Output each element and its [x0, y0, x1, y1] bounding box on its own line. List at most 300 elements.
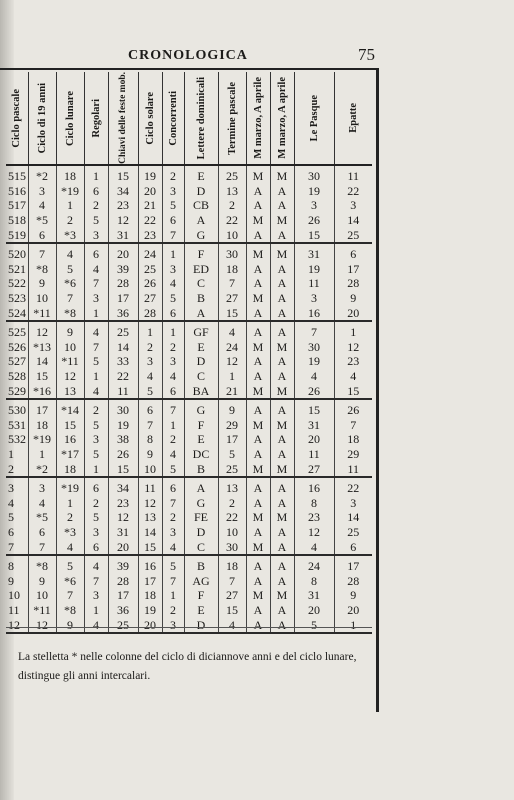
table-cell: 13	[138, 510, 162, 525]
table-cell: A	[270, 495, 294, 510]
table-cell: 524	[8, 305, 26, 320]
table-cell: A	[246, 276, 270, 291]
table-cell: *11	[28, 603, 56, 618]
table-cell: *8	[56, 305, 84, 321]
table-cell: B	[184, 461, 218, 477]
table-cell: 25	[108, 617, 138, 633]
table-cell: 12	[294, 525, 334, 540]
table-cell: 4	[28, 495, 56, 510]
table-cell: 3	[84, 227, 108, 243]
table-cell: 4	[138, 369, 162, 384]
table-cell: 3	[84, 588, 108, 603]
table-cell: 3	[294, 198, 334, 213]
table-cell: 30	[294, 165, 334, 184]
table-cell: *3	[56, 525, 84, 540]
table-cell: 6	[28, 525, 56, 540]
table-cell: 12	[28, 617, 56, 633]
table-cell: A	[270, 227, 294, 243]
table-cell: 11	[294, 276, 334, 291]
table-cell: 12	[56, 369, 84, 384]
table-cell: 8	[138, 432, 162, 447]
table-cell: 18	[218, 262, 246, 277]
table-cell: 17	[138, 573, 162, 588]
table-cell: 30	[218, 243, 246, 262]
table-cell: 2	[6, 461, 28, 477]
table-cell: 7	[28, 243, 56, 262]
table-cell: 12	[6, 617, 28, 633]
table-cell: E	[184, 432, 218, 447]
table-cell: 8	[294, 573, 334, 588]
table-cell: *8	[28, 262, 56, 277]
table-cell: 7	[84, 340, 108, 355]
page-header	[0, 45, 514, 68]
table-cell: 3	[28, 184, 56, 199]
table-cell: 1	[56, 198, 84, 213]
table-cell: M	[246, 539, 270, 555]
table-cell: *11	[28, 305, 56, 321]
table-row	[6, 510, 372, 525]
table-row	[6, 477, 372, 496]
table-cell: 20	[138, 617, 162, 633]
table-cell: 4	[294, 369, 334, 384]
table-cell: A	[270, 555, 294, 574]
table-cell: 4	[56, 243, 84, 262]
table-cell: 2	[84, 399, 108, 418]
table-cell: 7	[84, 276, 108, 291]
table-cell: A	[270, 447, 294, 462]
table-cell: *8	[56, 603, 84, 618]
table-cell: 26	[138, 276, 162, 291]
table-cell: 4	[162, 447, 184, 462]
table-cell: *19	[56, 477, 84, 496]
table-cell: 3	[334, 198, 372, 213]
table-cell: 18	[334, 432, 372, 447]
table-cell: 15	[218, 603, 246, 618]
table-cell: 17	[28, 399, 56, 418]
table-cell: 5	[56, 262, 84, 277]
table-cell: 5	[294, 617, 334, 633]
table-cell: 28	[334, 573, 372, 588]
table-cell: 18	[218, 555, 246, 574]
table-cell: 527	[8, 354, 26, 369]
table-cell: 20	[138, 184, 162, 199]
table-cell: F	[184, 418, 218, 433]
table-cell: A	[270, 617, 294, 633]
table-cell: 2	[84, 198, 108, 213]
table-cell: 15	[218, 305, 246, 321]
table-cell: 5	[84, 510, 108, 525]
table-cell: 18	[56, 461, 84, 477]
table-cell: A	[246, 305, 270, 321]
table-cell: 11	[138, 477, 162, 496]
table-cell: 15	[138, 539, 162, 555]
table-row	[6, 369, 372, 384]
table-cell: A	[246, 354, 270, 369]
table-cell: 7	[56, 291, 84, 306]
table-cell: 15	[334, 383, 372, 399]
table-cell: G	[184, 399, 218, 418]
table-cell: 15	[108, 461, 138, 477]
table-row	[6, 383, 372, 399]
table-cell: 25	[334, 525, 372, 540]
table-cell: 1	[162, 243, 184, 262]
table-cell: 1	[84, 305, 108, 321]
table-cell: 9	[8, 573, 14, 588]
table-row	[6, 184, 372, 199]
table-cell: 16	[294, 477, 334, 496]
table-cell: 1	[8, 446, 14, 461]
table-cell: 4	[84, 383, 108, 399]
table-cell: *14	[56, 399, 84, 418]
table-cell: 4	[84, 617, 108, 633]
table-cell: 2	[162, 432, 184, 447]
table-cell: 6	[84, 243, 108, 262]
table-cell: 516	[8, 183, 26, 198]
table-row	[6, 573, 372, 588]
table-cell: 10	[28, 588, 56, 603]
table-cell: A	[184, 477, 218, 496]
table-cell: 34	[108, 477, 138, 496]
table-cell: CB	[184, 198, 218, 213]
table-cell: 525	[8, 325, 26, 340]
table-cell: M	[246, 243, 270, 262]
table-row	[6, 461, 372, 477]
col-header: Ciclo pascale	[6, 72, 28, 165]
table-cell: 25	[108, 321, 138, 340]
table-cell: 20	[334, 305, 372, 321]
col-header: Ciclo di 19 anni	[28, 72, 56, 165]
table-cell: 7	[56, 588, 84, 603]
table-cell: 28	[108, 573, 138, 588]
col-header: Ciclo lunare	[56, 72, 84, 165]
table-cell: 4	[162, 276, 184, 291]
table-cell: *16	[28, 383, 56, 399]
table-cell: 3	[84, 432, 108, 447]
table-cell: 20	[108, 539, 138, 555]
table-cell: 24	[218, 340, 246, 355]
table-cell: 9	[28, 573, 56, 588]
table-cell: M	[246, 165, 270, 184]
table-cell: 7	[294, 321, 334, 340]
table-cell: 5	[84, 447, 108, 462]
running-title: CRONOLOGICA	[128, 48, 248, 63]
table-cell: M	[246, 510, 270, 525]
table-cell: 14	[334, 213, 372, 228]
table-cell: 14	[334, 510, 372, 525]
table-cell: 3	[84, 291, 108, 306]
table-cell: 20	[334, 603, 372, 618]
table-cell: 9	[334, 291, 372, 306]
table-cell: M	[246, 213, 270, 228]
table-row	[6, 588, 372, 603]
table-cell: B	[184, 555, 218, 574]
table-cell: 3	[334, 495, 372, 510]
table-cell: 6	[28, 227, 56, 243]
table-cell: A	[270, 198, 294, 213]
table-cell: E	[184, 603, 218, 618]
table-cell: 4	[334, 369, 372, 384]
table-cell: E	[184, 165, 218, 184]
table-cell: A	[184, 213, 218, 228]
table-cell: A	[246, 399, 270, 418]
table-cell: 5	[162, 555, 184, 574]
table-cell: 6	[334, 243, 372, 262]
table-cell: M	[270, 588, 294, 603]
table-cell: 1	[28, 447, 56, 462]
table-cell: D	[184, 354, 218, 369]
table-cell: 4	[218, 321, 246, 340]
table-cell: 12	[108, 213, 138, 228]
table-cell: 7	[162, 495, 184, 510]
table-cell: 4	[28, 198, 56, 213]
table-cell: M	[270, 213, 294, 228]
table-cell: AG	[184, 573, 218, 588]
table-body	[6, 165, 372, 633]
table-cell: 17	[334, 555, 372, 574]
footnote-divider	[6, 627, 372, 628]
table-cell: 12	[334, 340, 372, 355]
table-cell: 28	[138, 305, 162, 321]
table-cell: 7	[84, 573, 108, 588]
page-number: 75	[358, 45, 375, 64]
table-cell: 8	[8, 559, 14, 574]
table-cell: 31	[108, 227, 138, 243]
table-row	[6, 305, 372, 321]
table-cell: 11	[294, 447, 334, 462]
table-cell: M	[270, 418, 294, 433]
table-row	[6, 243, 372, 262]
col-header: Regolari	[84, 72, 108, 165]
table-cell: *2	[28, 461, 56, 477]
table-cell: A	[270, 321, 294, 340]
table-cell: 2	[138, 340, 162, 355]
table-cell: 25	[138, 262, 162, 277]
table-cell: 1	[138, 321, 162, 340]
table-cell: 22	[218, 213, 246, 228]
table-cell: D	[184, 525, 218, 540]
table-row	[6, 262, 372, 277]
table-cell: A	[270, 477, 294, 496]
table-cell: A	[246, 555, 270, 574]
table-cell: 29	[334, 447, 372, 462]
table-cell: 27	[294, 461, 334, 477]
table-cell: F	[184, 243, 218, 262]
table-cell: FE	[184, 510, 218, 525]
table-cell: 22	[334, 184, 372, 199]
table-cell: 4	[84, 321, 108, 340]
table-cell: 5	[162, 198, 184, 213]
table-cell: 523	[8, 291, 26, 306]
table-cell: 20	[294, 432, 334, 447]
table-cell: 4	[56, 539, 84, 555]
table-row	[6, 418, 372, 433]
table-cell: 28	[334, 276, 372, 291]
table-cell: 31	[108, 525, 138, 540]
table-cell: 528	[8, 369, 26, 384]
table-cell: 11	[334, 461, 372, 477]
table-cell: 11	[334, 165, 372, 184]
table-cell: 5	[84, 213, 108, 228]
table-cell: A	[246, 525, 270, 540]
table-cell: *3	[56, 227, 84, 243]
table-cell: 38	[108, 432, 138, 447]
col-header: Le Pasque	[294, 72, 334, 165]
table-cell: 7	[162, 399, 184, 418]
table-cell: 26	[294, 383, 334, 399]
table-cell: 36	[108, 305, 138, 321]
table-cell: 1	[334, 321, 372, 340]
chronological-table	[6, 72, 372, 634]
table-cell: 5	[8, 510, 14, 525]
table-cell: 22	[108, 369, 138, 384]
table-cell: 39	[108, 262, 138, 277]
table-cell: 12	[138, 495, 162, 510]
table-cell: 2	[56, 213, 84, 228]
table-cell: 4	[8, 495, 14, 510]
table-cell: A	[246, 573, 270, 588]
table-cell: 17	[218, 432, 246, 447]
table-cell: 10	[8, 588, 20, 603]
table-cell: 530	[8, 403, 26, 418]
table-cell: 31	[294, 243, 334, 262]
col-header: Chiavi delle feste mob.	[108, 72, 138, 165]
table-cell: A	[270, 305, 294, 321]
table-cell: 517	[8, 198, 26, 213]
table-cell: A	[270, 276, 294, 291]
table-cell: 6	[162, 213, 184, 228]
table-cell: 531	[8, 417, 26, 432]
table-cell: M	[246, 461, 270, 477]
table-cell: M	[246, 340, 270, 355]
table-cell: 8	[294, 495, 334, 510]
table-cell: M	[246, 383, 270, 399]
table-cell: 12	[218, 354, 246, 369]
table-row	[6, 555, 372, 574]
table-cell: 13	[218, 184, 246, 199]
table-cell: 6	[162, 477, 184, 496]
table-cell: 15	[108, 165, 138, 184]
table-cell: *19	[28, 432, 56, 447]
table-cell: 18	[28, 418, 56, 433]
col-header: Epatte	[334, 72, 372, 165]
table-cell: M	[246, 418, 270, 433]
table-cell: 20	[294, 603, 334, 618]
table-cell: 17	[108, 291, 138, 306]
table-cell: 7	[138, 418, 162, 433]
table-cell: 522	[8, 276, 26, 291]
table-cell: 6	[162, 383, 184, 399]
table-cell: G	[184, 495, 218, 510]
table-cell: 19	[138, 603, 162, 618]
table-cell: 7	[28, 539, 56, 555]
table-cell: 1	[162, 418, 184, 433]
table-cell: 18	[138, 588, 162, 603]
table-cell: 30	[294, 340, 334, 355]
table-cell: 26	[108, 447, 138, 462]
table-cell: 19	[294, 184, 334, 199]
table-cell: 4	[162, 539, 184, 555]
table-cell: 519	[8, 227, 26, 242]
table-cell: D	[184, 184, 218, 199]
table-cell: A	[246, 369, 270, 384]
col-header: Concorrenti	[162, 72, 184, 165]
table-cell: 26	[294, 213, 334, 228]
table-cell: 12	[108, 510, 138, 525]
table-row	[6, 165, 372, 184]
table-cell: 34	[108, 184, 138, 199]
table-cell: 16	[294, 305, 334, 321]
table-cell: 2	[218, 495, 246, 510]
table-cell: 7	[334, 418, 372, 433]
table-row	[6, 525, 372, 540]
table-cell: 3	[162, 262, 184, 277]
table-cell: A	[270, 573, 294, 588]
table-cell: 10	[218, 227, 246, 243]
table-cell: 19	[294, 262, 334, 277]
table-cell: 24	[294, 555, 334, 574]
table-cell: C	[184, 276, 218, 291]
table-cell: 11	[108, 383, 138, 399]
table-cell: 6	[84, 539, 108, 555]
table-cell: 27	[138, 291, 162, 306]
table-cell: 4	[218, 617, 246, 633]
table-cell: 15	[294, 399, 334, 418]
table-cell: 3	[28, 477, 56, 496]
table-cell: 19	[294, 354, 334, 369]
table-row	[6, 321, 372, 340]
table-cell: A	[246, 227, 270, 243]
table-cell: 15	[294, 227, 334, 243]
table-cell: 10	[218, 525, 246, 540]
table-cell: 1	[162, 588, 184, 603]
table-cell: 521	[8, 261, 26, 276]
table-cell: M	[270, 243, 294, 262]
table-cell: 9	[138, 447, 162, 462]
table-cell: *6	[56, 573, 84, 588]
header-row	[6, 72, 372, 165]
table-cell: 520	[8, 247, 26, 262]
table-cell: 9	[56, 617, 84, 633]
table-cell: 5	[162, 461, 184, 477]
table-cell: 20	[108, 243, 138, 262]
table-row	[6, 276, 372, 291]
table-cell: 21	[138, 198, 162, 213]
table-cell: 33	[108, 354, 138, 369]
col-header: M marzo, A aprile	[246, 72, 270, 165]
table-cell: 3	[84, 525, 108, 540]
table-row	[6, 617, 372, 633]
table-cell: 3	[162, 354, 184, 369]
table-cell: 14	[138, 525, 162, 540]
table-row	[6, 603, 372, 618]
table-cell: *13	[28, 340, 56, 355]
table-cell: 29	[218, 418, 246, 433]
table-cell: 6	[162, 305, 184, 321]
table-cell: A	[246, 477, 270, 496]
table-row	[6, 340, 372, 355]
table-cell: 4	[162, 369, 184, 384]
table-cell: A	[270, 184, 294, 199]
table-cell: A	[246, 495, 270, 510]
table-cell: 9	[218, 399, 246, 418]
table-cell: 5	[218, 447, 246, 462]
table-cell: A	[246, 198, 270, 213]
table-cell: 14	[28, 354, 56, 369]
table-cell: 15	[56, 418, 84, 433]
table-cell: 2	[162, 165, 184, 184]
table-cell: G	[184, 227, 218, 243]
table-cell: 17	[334, 262, 372, 277]
